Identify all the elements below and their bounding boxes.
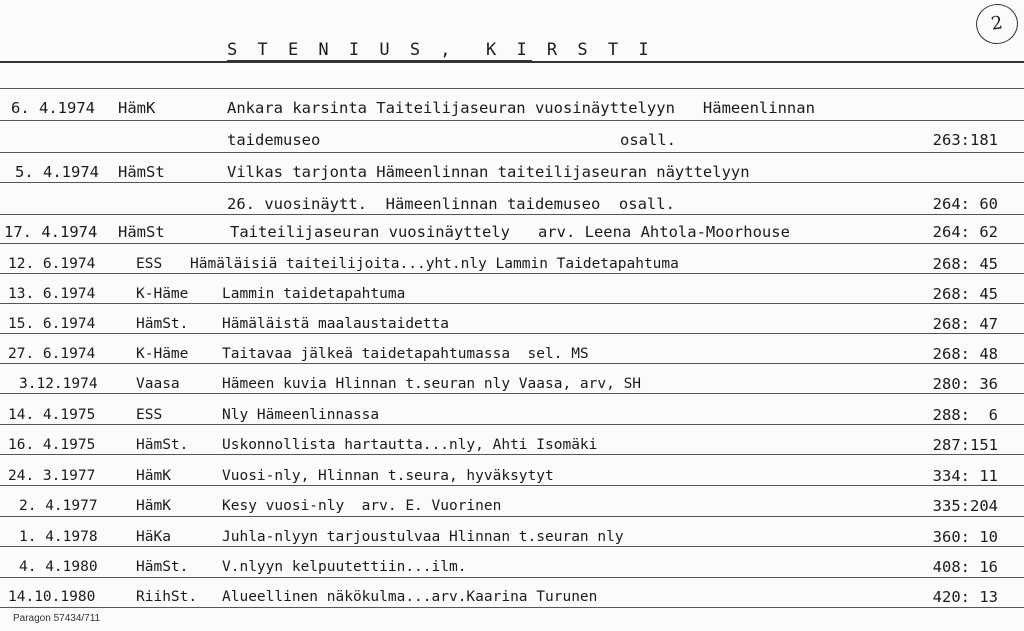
entry-ref: 268: 47 <box>932 315 998 333</box>
page-number-circle: 2 <box>973 1 1020 46</box>
entry-text: Vilkas tarjonta Hämeenlinnan taiteilijaseuran näyttelyyn <box>227 163 750 181</box>
rule-line <box>0 333 1024 334</box>
entry-ref: 268: 45 <box>932 285 998 303</box>
entry-date: 5. 4.1974 <box>15 163 99 181</box>
rule-line <box>0 120 1024 121</box>
entry-date: 15. 6.1974 <box>8 316 96 332</box>
rule-line <box>0 454 1024 455</box>
entry-date: 13. 6.1974 <box>8 286 96 302</box>
rule-line <box>0 303 1024 304</box>
rule-line <box>0 485 1024 486</box>
entry-ref: 360: 10 <box>932 528 998 546</box>
entry-text: Uskonnollista hartautta...nly, Ahti Isomäki <box>222 437 598 453</box>
rule-line <box>0 182 1024 183</box>
entry-date: 1. 4.1978 <box>19 529 98 545</box>
entry-source: HämSt. <box>136 437 189 453</box>
rule-line <box>0 516 1024 517</box>
entry-ref: 420: 13 <box>932 588 998 606</box>
rule-line <box>0 273 1024 274</box>
entry-text: Taitavaa jälkeä taidetapahtumassa sel. MS <box>222 346 589 362</box>
entry-source: HämK <box>136 468 171 484</box>
entry-ref: 288: 6 <box>932 406 998 424</box>
rule-line <box>0 214 1024 215</box>
entry-date: 3.12.1974 <box>19 376 98 392</box>
entry-date: 24. 3.1977 <box>8 468 96 484</box>
entry-text: Ankara karsinta Taiteilijaseuran vuosinäyttelyyn Hämeenlinnan <box>227 99 815 117</box>
entry-source: HämSt. <box>136 559 189 575</box>
entry-text-cont: taidemuseo <box>227 131 321 149</box>
entry-date: 2. 4.1977 <box>19 498 98 514</box>
entry-source: ESS <box>136 256 163 272</box>
rule-line <box>0 61 1024 63</box>
entry-source: K-Häme <box>136 346 189 362</box>
entry-text: Hämäläisiä taiteilijoita...yht.nly Lammin Taidetapahtuma <box>190 256 679 272</box>
entry-text: Hämäläistä maalaustaidetta <box>222 316 449 332</box>
rule-line <box>0 363 1024 364</box>
entry-date: 14. 4.1975 <box>8 407 96 423</box>
entry-ref: 264: 60 <box>932 195 998 213</box>
entry-date: 27. 6.1974 <box>8 346 96 362</box>
entry-date: 6. 4.1974 <box>11 99 95 117</box>
entry-text: Vuosi-nly, Hlinnan t.seura, hyväksytyt <box>222 468 554 484</box>
entry-source: HämSt <box>118 223 165 241</box>
entry-ref: 334: 11 <box>932 467 998 485</box>
entry-text: Nly Hämeenlinnassa <box>222 407 380 423</box>
entry-ref: 287:151 <box>932 436 998 454</box>
entry-source: K-Häme <box>136 286 189 302</box>
entry-text: Juhla-nlyyn tarjoustulvaa Hlinnan t.seuran nly <box>222 529 624 545</box>
entry-date: 12. 6.1974 <box>8 256 96 272</box>
entry-source: HämSt. <box>136 316 189 332</box>
entry-text: Kesy vuosi-nly arv. E. Vuorinen <box>222 498 502 514</box>
entry-source: RiihSt. <box>136 589 198 605</box>
entry-text: V.nlyyn kelpuutettiin...ilm. <box>222 559 467 575</box>
entry-source: HämK <box>118 99 156 117</box>
entry-date: 4. 4.1980 <box>19 559 98 575</box>
entry-ref: 264: 62 <box>932 223 998 241</box>
entry-text: Hämeen kuvia Hlinnan t.seuran nly Vaasa, arv, SH <box>222 376 642 392</box>
rule-line <box>0 393 1024 394</box>
entry-source: HämK <box>136 498 171 514</box>
entry-source: HäKa <box>136 529 171 545</box>
entry-text-cont: 26. vuosinäytt. Hämeenlinnan taidemuseo osall. <box>227 195 675 213</box>
entry-text: Alueellinen näkökulma...arv.Kaarina Turunen <box>222 589 598 605</box>
entry-ref: 263:181 <box>932 131 998 149</box>
entry-date: 17. 4.1974 <box>4 223 98 241</box>
rule-line <box>0 424 1024 425</box>
entry-ref: 268: 48 <box>932 345 998 363</box>
page-title: S T E N I U S , K I R S T I <box>227 40 654 60</box>
entry-date: 14.10.1980 <box>8 589 96 605</box>
entry-text: Taiteilijaseuran vuosinäyttely arv. Leena Ahtola-Moorhouse <box>230 223 790 241</box>
rule-line <box>0 88 1024 89</box>
entry-ref: 268: 45 <box>932 255 998 273</box>
entry-text: Lammin taidetapahtuma <box>222 286 406 302</box>
entry-date: 16. 4.1975 <box>8 437 96 453</box>
rule-line <box>0 546 1024 547</box>
rule-line <box>0 607 1024 608</box>
rule-line <box>0 243 1024 244</box>
entry-ref: 335:204 <box>932 497 998 515</box>
entry-ref: 408: 16 <box>932 558 998 576</box>
entry-text-cont: osall. <box>620 131 676 149</box>
rule-line <box>0 577 1024 578</box>
footer-print-code: Paragon 57434/711 <box>13 613 101 624</box>
entry-source: HämSt <box>118 163 165 181</box>
entry-ref: 280: 36 <box>932 375 998 393</box>
entry-source: ESS <box>136 407 163 423</box>
entry-source: Vaasa <box>136 376 180 392</box>
rule-line <box>0 152 1024 153</box>
